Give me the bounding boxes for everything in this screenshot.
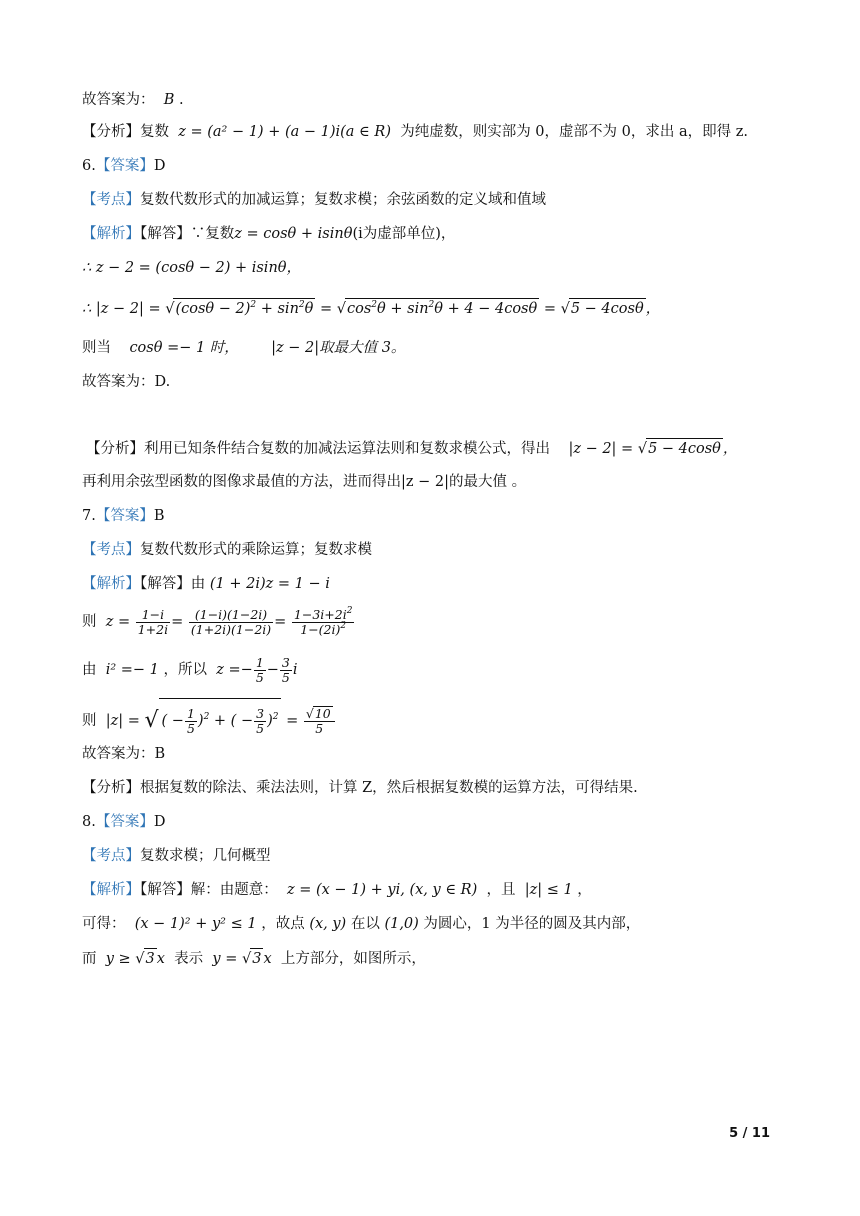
q7-answer: 7.【答案】B bbox=[82, 508, 165, 524]
q8-solution: 【解析】【解答】解：由题意： z = (x − 1) + yi, (x, y ∈ R) ，且 |z| ≤ 1 ， bbox=[82, 882, 592, 898]
q6-step1: ∴ z − 2 = (cosθ − 2) + isinθ， bbox=[82, 260, 302, 276]
q8-step2: 可得： (x − 1)² + y² ≤ 1 ，故点 (x, y) 在以 (1,0) 为圆心，1 为半径的圆及其内部， bbox=[82, 916, 641, 932]
analysis-line: 【分析】复数 z = (a² − 1) + (a − 1)i(a ∈ R) 为纯虚数，则实部为 0，虚部不为 0，求出 a，即得 z. bbox=[82, 124, 748, 140]
q6-step2: ∴ $|z - 2| = √(\cos\theta - 2)^2 + \sin^2\theta = √\cos^2\theta + \sin^2\theta + 4 - 4\cos\theta = √5 - 4\cos\theta$ ， bbox=[82, 300, 661, 317]
page-number: 5 / 11 bbox=[729, 1126, 770, 1141]
q8-keypoint: 【考点】复数求模；几何概型 bbox=[82, 848, 271, 864]
q6-keypoint: 【考点】复数代数形式的加减运算；复数求模；余弦函数的定义域和值域 bbox=[82, 192, 546, 208]
q6-final: 故答案为：D. bbox=[82, 374, 171, 390]
q7-step1: 则 z = $\frac{1-i}{1+2i}$ = $\frac{(1-i)(1-2i)}{(1+2i)(1-2i)}$ = $\frac{1-3i+2i^2}{1-(2i)^2}$ bbox=[82, 605, 353, 637]
q7-solution: 【解析】【解答】由 (1 + 2i)z = 1 − i bbox=[82, 576, 330, 592]
q6-analysis-2: 再利用余弦型函数的图像求最值的方法，进而得出|z − 2|的最大值 。 bbox=[82, 474, 527, 490]
analysis-tag: 【分析】 bbox=[82, 124, 140, 140]
q7-keypoint: 【考点】复数代数形式的乘除运算；复数求模 bbox=[82, 542, 372, 558]
answer-line: 故答案为： B . bbox=[82, 92, 184, 108]
q7-final: 故答案为：B bbox=[82, 746, 166, 762]
q6-step3: 则当 cosθ =− 1 时， |z − 2|取最大值 3。 bbox=[82, 340, 406, 356]
q8-step3: 而 y ≥ √3 x 表示 y = √3 x 上方部分，如图所示， bbox=[82, 948, 426, 969]
q7-step2: 由 i² =− 1 ，所以 z =− $\frac{1}{5}$ − $\frac{3}{5}$ i bbox=[82, 654, 298, 685]
q6-answer: 6.【答案】D bbox=[82, 158, 166, 174]
q6-solution: 【解析】【解答】∵复数z = cosθ + isinθ(i为虚部单位)， bbox=[82, 226, 456, 242]
q8-answer: 8.【答案】D bbox=[82, 814, 166, 830]
formula: z = (a² − 1) + (a − 1)i(a ∈ R) bbox=[178, 124, 391, 140]
q6-analysis: 【分析】利用已知条件结合复数的加减法运算法则和复数求模公式，得出 |z − 2| = √5 − 4cosθ ， bbox=[86, 438, 737, 459]
q7-analysis: 【分析】根据复数的除法、乘法法则，计算 Z，然后根据复数模的运算方法，可得结果. bbox=[82, 780, 638, 796]
q7-step3: 则 |z| = √ ( − $\frac{1}{5}$ )$^2$ + ( − $\frac{3}{5}$ )$^2$ = $\frac{√10}{5}$ bbox=[82, 698, 336, 741]
